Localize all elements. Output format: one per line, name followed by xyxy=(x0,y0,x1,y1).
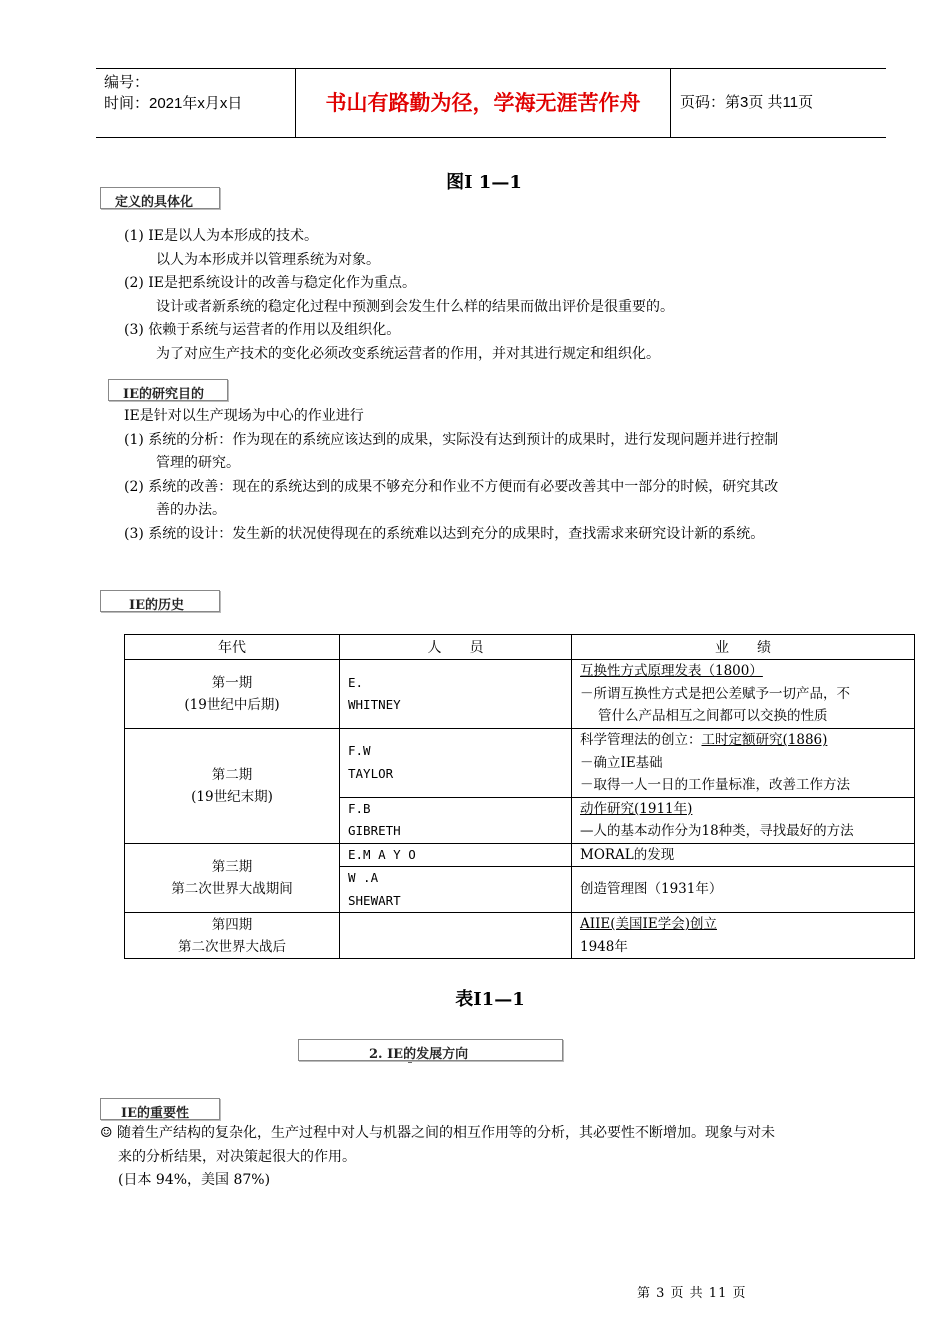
importance-section xyxy=(100,1122,775,1193)
achievement-line: —人的基本动作分为18种类，寻找最好的方法 xyxy=(580,823,854,839)
achievement-cell xyxy=(572,729,915,798)
history-table xyxy=(124,634,915,959)
table-row xyxy=(125,843,915,867)
section-box-definition-label: 定义的具体化 xyxy=(115,195,194,209)
era-period: (19世纪中后期) xyxy=(184,697,280,713)
era-label: 第三期 xyxy=(211,858,253,875)
importance-line: ☺ 随着生产结构的复杂化，生产过程中对人与机器之间的相互作用等的分析，其必要性不断增加。现象与对未 xyxy=(100,1125,775,1141)
purpose-line: (1) 系统的分析：作为现在的系统应该达到的成果，实际没有达到预计的成果时，进行发现问题并进行控制 xyxy=(124,431,779,448)
achievement-prefix: 科学管理法的创立： xyxy=(580,732,702,748)
person-cell xyxy=(340,797,572,843)
achievement-line: 1948年 xyxy=(580,938,628,955)
achievement-line: －确立IE基础 xyxy=(580,754,663,771)
purpose-section xyxy=(124,405,778,546)
achievement-cell xyxy=(572,913,915,959)
importance-line: 来的分析结果，对决策起很大的作用。 xyxy=(118,1148,356,1165)
achievement-title: AIIE(美国IE学会)创立 xyxy=(580,916,717,932)
achievement-cell xyxy=(572,660,915,729)
achievement-cell: 创造管理图（1931年） xyxy=(572,867,915,913)
era-cell xyxy=(125,729,340,844)
achievement-title: 动作研究(1911年) xyxy=(580,800,693,817)
figure-caption: 图I 1—1 xyxy=(446,172,522,193)
definition-line: 为了对应生产技术的变化必须改变系统运营者的作用，并对其进行规定和组织化。 xyxy=(156,345,660,362)
achievement-cell xyxy=(572,797,915,843)
header-left xyxy=(96,69,296,137)
table-header-era: 年代 xyxy=(125,635,340,660)
purpose-line: (3) 系统的设计：发生新的状况使得现在的系统难以达到充分的成果时，查找需求来研究设计新的系统。 xyxy=(124,525,765,542)
section-box-purpose xyxy=(108,379,228,401)
person-line: E. xyxy=(348,674,364,690)
definition-line: 设计或者新系统的稳定化过程中预测到会发生什么样的结果而做出评价是很重要的。 xyxy=(156,298,674,315)
purpose-line: 善的办法。 xyxy=(156,502,226,518)
table-row xyxy=(125,913,915,959)
header-number-label: 编号： xyxy=(104,74,150,91)
person-line: TAYLOR xyxy=(348,765,394,781)
importance-line: (日本 94%，美国 87%) xyxy=(118,1172,271,1188)
achievement-line: 管什么产品相互之间都可以交换的性质 xyxy=(598,708,828,725)
person-line: GIBRETH xyxy=(348,823,401,838)
achievement-title: 工时定额研究(1886) xyxy=(701,732,828,748)
definition-section xyxy=(124,225,674,366)
era-label: 第二期 xyxy=(211,766,253,783)
table-row xyxy=(125,729,915,798)
header-motto: 书山有路勤为径，学海无涯苦作舟 xyxy=(296,69,671,137)
divider-mark xyxy=(408,1062,412,1063)
table-header-row xyxy=(125,635,915,660)
table-header-achievement: 业 绩 xyxy=(572,635,915,660)
era-cell xyxy=(125,843,340,913)
person-line: F.W xyxy=(348,743,371,759)
era-label: 第四期 xyxy=(211,916,253,933)
section-box-importance-label: IE的重要性 xyxy=(121,1106,189,1120)
table-header-person: 人 员 xyxy=(340,635,572,660)
section-box-direction xyxy=(298,1039,563,1061)
era-cell xyxy=(125,913,340,959)
person-cell xyxy=(340,867,572,913)
era-label: 第一期 xyxy=(211,675,253,691)
page-header xyxy=(96,68,886,138)
definition-line: (3) 依赖于系统与运营者的作用以及组织化。 xyxy=(124,322,401,338)
achievement-line: －取得一人一日的工作量标准，改善工作方法 xyxy=(580,777,850,793)
era-period: 第二次世界大战后 xyxy=(178,938,286,955)
definition-line: 以人为本形成并以管理系统为对象。 xyxy=(156,251,380,268)
definition-line: (2) IE是把系统设计的改善与稳定化作为重点。 xyxy=(124,275,417,291)
purpose-line: (2) 系统的改善：现在的系统达到的成果不够充分和作业不方便而有必要改善其中一部分的时候，研究其改 xyxy=(124,478,779,495)
achievement-cell: MORAL的发现 xyxy=(572,843,915,867)
page-footer: 第 3 页 共 11 页 xyxy=(637,1286,747,1301)
section-box-definition xyxy=(100,187,220,209)
achievement-title-line xyxy=(580,729,914,752)
era-period: 第二次世界大战期间 xyxy=(171,880,293,897)
definition-line: (1) IE是以人为本形成的技术。 xyxy=(124,228,319,244)
person-line: W .A xyxy=(348,870,379,885)
section-box-importance xyxy=(100,1098,220,1120)
table-caption: 表I1—1 xyxy=(455,989,525,1010)
person-cell xyxy=(340,913,572,959)
header-time-label: 时间：2021年x月x日 xyxy=(104,95,243,112)
section-box-history xyxy=(100,590,220,612)
achievement-line: －所谓互换性方式是把公差赋予一切产品，不 xyxy=(580,685,850,702)
purpose-line: 管理的研究。 xyxy=(156,455,240,471)
table-row xyxy=(125,660,915,729)
era-cell xyxy=(125,660,340,729)
person-cell xyxy=(340,729,572,798)
person-cell xyxy=(340,660,572,729)
person-line: WHITNEY xyxy=(348,697,401,712)
achievement-title: 互换性方式原理发表（1800） xyxy=(580,663,763,680)
section-box-direction-label: 2. IE的发展方向 xyxy=(369,1047,469,1061)
header-page-label: 页码：第3页 共11页 xyxy=(680,94,814,111)
purpose-line: IE是针对以生产现场为中心的作业进行 xyxy=(124,408,364,424)
person-line: F.B xyxy=(348,800,371,816)
era-period: (19世纪末期) xyxy=(191,788,273,805)
section-box-purpose-label: IE的研究目的 xyxy=(123,387,204,401)
section-box-history-label: IE的历史 xyxy=(129,598,184,612)
person-line: SHEWART xyxy=(348,892,401,908)
person-cell: E.M A Y O xyxy=(340,843,572,867)
